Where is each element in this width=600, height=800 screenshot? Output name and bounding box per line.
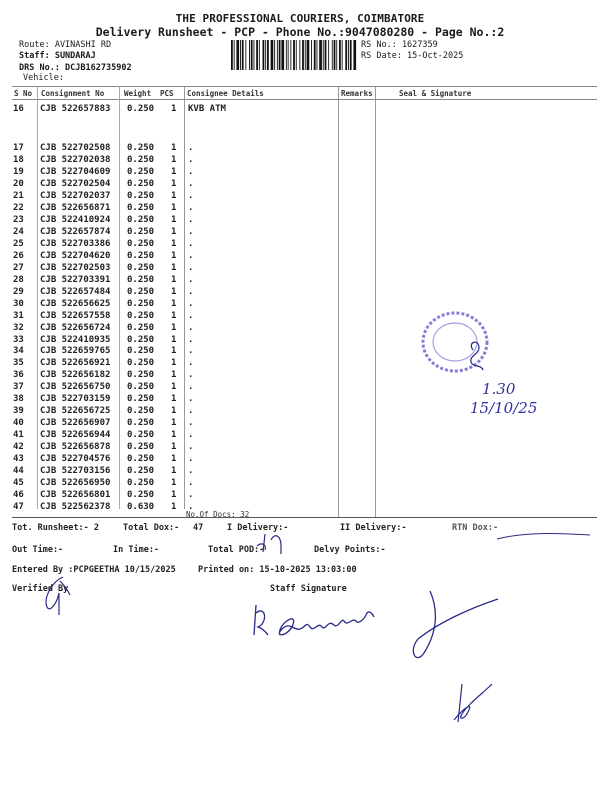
- serial-number: 41: [13, 430, 24, 441]
- barcode-bar: [263, 40, 265, 70]
- serial-number: 44: [13, 466, 24, 477]
- initials-signature: [450, 682, 500, 727]
- serial-number: 29: [13, 286, 24, 297]
- barcode-bar: [307, 40, 310, 70]
- consignee-details: .: [188, 394, 194, 405]
- consignee-details: .: [188, 358, 194, 369]
- serial-number: 23: [13, 214, 24, 225]
- table-row: [0, 104, 340, 116]
- barcode-bar: [265, 40, 266, 70]
- ii-delivery: II Delivery:-: [340, 523, 407, 533]
- col-header-weight: Weight: [124, 89, 152, 98]
- consignment-number: CJB 522703386: [40, 238, 111, 249]
- table-row: [0, 239, 340, 251]
- consignment-number: CJB 522704576: [40, 454, 111, 465]
- pieces: 1: [171, 286, 177, 297]
- consignment-number: CJB 522656907: [40, 418, 111, 429]
- barcode-bar: [339, 40, 341, 70]
- table-row: [0, 394, 340, 406]
- consignee-details: .: [188, 226, 194, 237]
- serial-number: 36: [13, 370, 24, 381]
- barcode: [231, 40, 357, 70]
- consignee-details: .: [188, 238, 194, 249]
- delvy-points: Delvy Points:-: [314, 545, 386, 555]
- pieces: 1: [171, 298, 177, 309]
- weight: 0.250: [127, 322, 155, 333]
- weight: 0.250: [127, 166, 155, 177]
- table-row: [0, 179, 340, 191]
- weight: 0.250: [127, 238, 155, 249]
- barcode-bar: [319, 40, 322, 70]
- pieces: 1: [171, 154, 177, 165]
- barcode-bar: [288, 40, 289, 70]
- weight: 0.250: [127, 286, 155, 297]
- consignment-number: CJB 522656182: [40, 370, 111, 381]
- consignment-number: CJB 522657558: [40, 310, 111, 321]
- table-row: [0, 155, 340, 167]
- pieces: 1: [171, 178, 177, 189]
- barcode-bar: [311, 40, 312, 70]
- consignee-details: .: [188, 262, 194, 273]
- handwritten-time: 1.30: [482, 380, 516, 398]
- pieces: 1: [171, 394, 177, 405]
- handwritten-date: 15/10/25: [470, 399, 538, 417]
- weight: 0.250: [127, 178, 155, 189]
- consignee-details: .: [188, 202, 194, 213]
- table-row: [0, 382, 340, 394]
- barcode-bar: [251, 40, 253, 70]
- consignment-number: CJB 522410924: [40, 214, 111, 225]
- table-bottom-border: [12, 517, 597, 518]
- weight: 0.250: [127, 478, 155, 489]
- barcode-bar: [334, 40, 336, 70]
- serial-number: 46: [13, 490, 24, 501]
- table-row: [0, 275, 340, 287]
- barcode-bar: [245, 40, 246, 70]
- barcode-bar: [277, 40, 278, 70]
- serial-number: 38: [13, 394, 24, 405]
- table-row: [0, 191, 340, 203]
- col-divider: [375, 86, 376, 517]
- consignee-details: .: [188, 298, 194, 309]
- serial-number: 27: [13, 262, 24, 273]
- barcode-bar: [350, 40, 352, 70]
- barcode-bar: [242, 40, 244, 70]
- serial-number: 32: [13, 322, 24, 333]
- weight: 0.250: [127, 143, 155, 153]
- barcode-bar: [236, 40, 239, 70]
- serial-number: 42: [13, 442, 24, 453]
- table-row: [0, 442, 340, 454]
- i-delivery: I Delivery:-: [227, 523, 289, 533]
- pieces: 1: [171, 166, 177, 177]
- rs-no: RS No.: 1627359: [361, 40, 438, 50]
- consignment-number: CJB 522659765: [40, 346, 111, 357]
- serial-number: 33: [13, 334, 24, 345]
- consignment-number: CJB 522656944: [40, 430, 111, 441]
- serial-number: 19: [13, 166, 24, 177]
- barcode-bar: [256, 40, 258, 70]
- weight: 0.250: [127, 358, 155, 369]
- table-row: [0, 406, 340, 418]
- consignment-number: CJB 522702038: [40, 154, 111, 165]
- consignee-details: KVB ATM: [188, 104, 226, 114]
- table-row: [0, 143, 340, 155]
- consignment-number: CJB 522656801: [40, 490, 111, 501]
- consignment-number: CJB 522703156: [40, 466, 111, 477]
- consignment-number: CJB 522562378: [40, 502, 111, 513]
- barcode-bar: [348, 40, 349, 70]
- consignment-number: CJB 522702037: [40, 190, 111, 201]
- rtn-dox-ink-line: [495, 530, 595, 542]
- barcode-bar: [293, 40, 295, 70]
- pieces: 1: [171, 238, 177, 249]
- table-row: [0, 418, 340, 430]
- weight: 0.250: [127, 104, 155, 114]
- consignee-details: .: [188, 478, 194, 489]
- pieces: 1: [171, 202, 177, 213]
- barcode-bar: [249, 40, 250, 70]
- consignment-number: CJB 522410935: [40, 334, 111, 345]
- serial-number: 30: [13, 298, 24, 309]
- barcode-bar: [279, 40, 281, 70]
- weight: 0.250: [127, 298, 155, 309]
- consignee-details: .: [188, 382, 194, 393]
- table-row: [0, 346, 340, 358]
- serial-number: 22: [13, 202, 24, 213]
- consignment-number: CJB 522656921: [40, 358, 111, 369]
- consignment-number: CJB 522703159: [40, 394, 111, 405]
- table-row: [0, 502, 340, 514]
- weight: 0.250: [127, 226, 155, 237]
- barcode-bar: [305, 40, 306, 70]
- consignee-details: .: [188, 454, 194, 465]
- pieces: 1: [171, 322, 177, 333]
- serial-number: 25: [13, 238, 24, 249]
- table-row: [0, 299, 340, 311]
- pieces: 1: [171, 334, 177, 345]
- consignment-number: CJB 522704609: [40, 166, 111, 177]
- weight: 0.250: [127, 490, 155, 501]
- pieces: 1: [171, 274, 177, 285]
- serial-number: 17: [13, 143, 24, 153]
- barcode-bar: [267, 40, 269, 70]
- staff-signature: [250, 583, 500, 663]
- barcode-bar: [336, 40, 337, 70]
- consignee-details: .: [188, 502, 194, 513]
- barcode-bar: [281, 40, 284, 70]
- barcode-bar: [274, 40, 275, 70]
- pieces: 1: [171, 214, 177, 225]
- verified-by: Verified By: [12, 584, 69, 594]
- table-row: [0, 311, 340, 323]
- barcode-bar: [317, 40, 318, 70]
- barcode-bar: [231, 40, 233, 70]
- consignment-number: CJB 522656725: [40, 406, 111, 417]
- total-dox-value: 47: [193, 523, 204, 533]
- col-header-consignment: Consignment No: [41, 89, 105, 98]
- no-of-docs: No.Of Docs: 32: [186, 510, 250, 519]
- consignment-number: CJB 522704620: [40, 250, 111, 261]
- serial-number: 28: [13, 274, 24, 285]
- in-time: In Time:-: [113, 545, 160, 555]
- table-row: [0, 287, 340, 299]
- pieces: 1: [171, 310, 177, 321]
- consignment-number: CJB 522657883: [40, 104, 111, 114]
- table-row: [0, 370, 340, 382]
- table-top-border: [12, 86, 597, 87]
- serial-number: 37: [13, 382, 24, 393]
- weight: 0.250: [127, 154, 155, 165]
- table-row: [0, 430, 340, 442]
- serial-number: 39: [13, 406, 24, 417]
- pieces: 1: [171, 346, 177, 357]
- table-row: [0, 215, 340, 227]
- pieces: 1: [171, 442, 177, 453]
- col-header-sno: S No: [14, 89, 33, 98]
- table-row: [0, 251, 340, 263]
- weight: 0.250: [127, 442, 155, 453]
- weight: 0.250: [127, 370, 155, 381]
- barcode-bar: [332, 40, 333, 70]
- rtn-dox: RTN Dox:-: [452, 523, 499, 533]
- pieces: 1: [171, 382, 177, 393]
- vehicle: Vehicle:: [23, 73, 64, 83]
- company-stamp: [415, 300, 515, 390]
- consignment-number: CJB 522656878: [40, 442, 111, 453]
- consignment-number: CJB 522656750: [40, 382, 111, 393]
- serial-number: 45: [13, 478, 24, 489]
- weight: 0.250: [127, 310, 155, 321]
- barcode-bar: [271, 40, 274, 70]
- verified-by-signature: [38, 575, 78, 615]
- staff-signature-label: Staff Signature: [270, 584, 347, 594]
- serial-number: 21: [13, 190, 24, 201]
- barcode-bar: [286, 40, 287, 70]
- pieces: 1: [171, 250, 177, 261]
- entered-by: Entered By :PCPGEETHA 10/15/2025: [12, 565, 176, 575]
- pieces: 1: [171, 262, 177, 273]
- table-row: [0, 227, 340, 239]
- staff: Staff: SUNDARAJ: [19, 51, 96, 61]
- out-time: Out Time:-: [12, 545, 64, 555]
- weight: 0.630: [127, 502, 155, 513]
- route: Route: AVINASHI RD: [19, 40, 112, 50]
- pieces: 1: [171, 406, 177, 417]
- barcode-bar: [299, 40, 300, 70]
- table-header-border: [12, 99, 597, 100]
- consignee-details: .: [188, 334, 194, 345]
- total-dox-label: Total Dox:-: [123, 523, 180, 533]
- consignee-details: .: [188, 370, 194, 381]
- consignment-number: CJB 522703391: [40, 274, 111, 285]
- consignee-details: .: [188, 490, 194, 501]
- drs-no: DRS No.: DCJB162735902: [19, 63, 132, 73]
- col-header-consignee: Consignee Details: [187, 89, 264, 98]
- printed-on: Printed on: 15-10-2025 13:03:00: [198, 565, 357, 575]
- barcode-bar: [325, 40, 327, 70]
- weight: 0.250: [127, 190, 155, 201]
- table-row: [0, 323, 340, 335]
- pieces: 1: [171, 104, 177, 114]
- weight: 0.250: [127, 430, 155, 441]
- pieces: 1: [171, 454, 177, 465]
- consignee-details: .: [188, 406, 194, 417]
- serial-number: 16: [13, 104, 24, 114]
- serial-number: 24: [13, 226, 24, 237]
- serial-number: 35: [13, 358, 24, 369]
- barcode-bar: [314, 40, 316, 70]
- consignee-details: .: [188, 286, 194, 297]
- table-row: [0, 466, 340, 478]
- weight: 0.250: [127, 454, 155, 465]
- runsheet-subtitle: Delivery Runsheet - PCP - Phone No.:9047080280 - Page No.:2: [95, 25, 505, 39]
- barcode-bar: [240, 40, 241, 70]
- pieces: 1: [171, 370, 177, 381]
- table-row: [0, 358, 340, 370]
- consignee-details: .: [188, 346, 194, 357]
- serial-number: 34: [13, 346, 24, 357]
- consignee-details: .: [188, 190, 194, 201]
- serial-number: 47: [13, 502, 24, 513]
- consignee-details: .: [188, 166, 194, 177]
- table-row: [0, 490, 340, 502]
- col-header-pcs: PCS: [160, 89, 174, 98]
- barcode-bar: [254, 40, 255, 70]
- consignment-number: CJB 522657484: [40, 286, 111, 297]
- consignee-details: .: [188, 214, 194, 225]
- consignee-details: .: [188, 442, 194, 453]
- col-header-seal: Seal & Signature: [399, 89, 472, 98]
- serial-number: 18: [13, 154, 24, 165]
- consignment-number: CJB 522657874: [40, 226, 111, 237]
- serial-number: 26: [13, 250, 24, 261]
- consignment-number: CJB 522656871: [40, 202, 111, 213]
- pieces: 1: [171, 226, 177, 237]
- serial-number: 20: [13, 178, 24, 189]
- consignment-number: CJB 522702503: [40, 262, 111, 273]
- pieces: 1: [171, 478, 177, 489]
- table-row: [0, 478, 340, 490]
- barcode-bar: [234, 40, 235, 70]
- barcode-bar: [296, 40, 297, 70]
- rs-date: RS Date: 15-Oct-2025: [361, 51, 464, 61]
- table-row: [0, 203, 340, 215]
- weight: 0.250: [127, 394, 155, 405]
- consignee-details: .: [188, 154, 194, 165]
- serial-number: 40: [13, 418, 24, 429]
- pieces: 1: [171, 502, 177, 513]
- serial-number: 43: [13, 454, 24, 465]
- consignee-details: .: [188, 143, 194, 153]
- barcode-bar: [345, 40, 347, 70]
- table-row: [0, 263, 340, 275]
- table-row: [0, 335, 340, 347]
- consignee-details: .: [188, 310, 194, 321]
- consignee-details: .: [188, 418, 194, 429]
- consignee-details: .: [188, 430, 194, 441]
- weight: 0.250: [127, 214, 155, 225]
- consignee-details: .: [188, 466, 194, 477]
- weight: 0.250: [127, 382, 155, 393]
- weight: 0.250: [127, 250, 155, 261]
- barcode-bar: [290, 40, 291, 70]
- pieces: 1: [171, 143, 177, 153]
- barcode-bar: [259, 40, 260, 70]
- pieces: 1: [171, 466, 177, 477]
- barcode-bar: [323, 40, 324, 70]
- weight: 0.250: [127, 346, 155, 357]
- weight: 0.250: [127, 334, 155, 345]
- col-header-remarks: Remarks: [341, 89, 373, 98]
- tot-runsheet: Tot. Runsheet:- 2: [12, 523, 99, 533]
- table-row: [0, 454, 340, 466]
- weight: 0.250: [127, 262, 155, 273]
- consignment-number: CJB 522656625: [40, 298, 111, 309]
- barcode-bar: [353, 40, 356, 70]
- company-title: THE PROFESSIONAL COURIERS, COIMBATORE: [175, 12, 425, 25]
- consignment-number: CJB 522656950: [40, 478, 111, 489]
- pieces: 1: [171, 190, 177, 201]
- pieces: 1: [171, 430, 177, 441]
- table-row: [0, 167, 340, 179]
- weight: 0.250: [127, 274, 155, 285]
- pieces: 1: [171, 490, 177, 501]
- barcode-bar: [342, 40, 343, 70]
- weight: 0.250: [127, 418, 155, 429]
- weight: 0.250: [127, 466, 155, 477]
- serial-number: 31: [13, 310, 24, 321]
- i-delivery-signature: [255, 530, 295, 555]
- consignment-number: CJB 522702504: [40, 178, 111, 189]
- consignment-number: CJB 522702508: [40, 143, 111, 153]
- consignee-details: .: [188, 322, 194, 333]
- pieces: 1: [171, 418, 177, 429]
- consignee-details: .: [188, 178, 194, 189]
- barcode-bar: [328, 40, 329, 70]
- consignee-details: .: [188, 250, 194, 261]
- pieces: 1: [171, 358, 177, 369]
- weight: 0.250: [127, 406, 155, 417]
- consignee-details: .: [188, 274, 194, 285]
- total-pod: Total POD:-: [208, 545, 265, 555]
- weight: 0.250: [127, 202, 155, 213]
- barcode-bar: [302, 40, 304, 70]
- consignment-number: CJB 522656724: [40, 322, 111, 333]
